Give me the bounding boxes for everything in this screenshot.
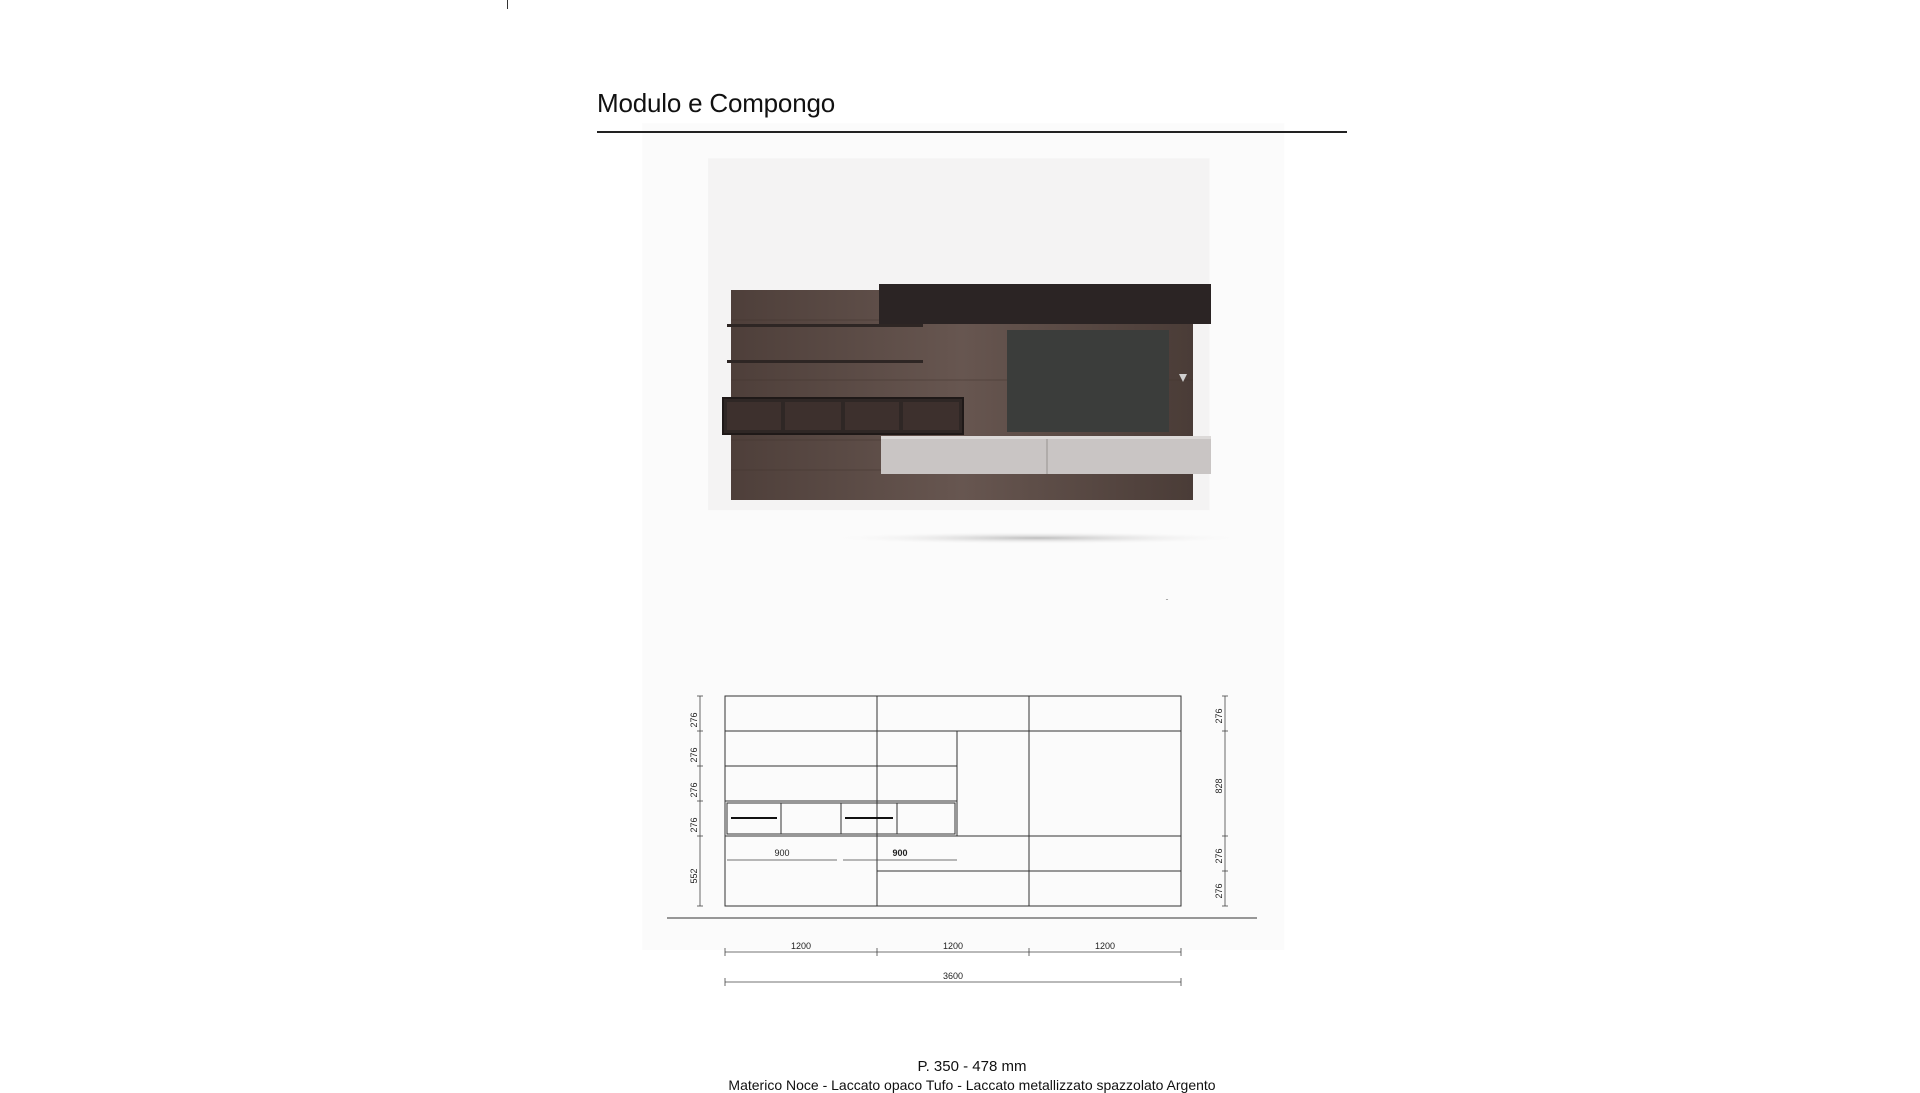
dim-right-2: 828 (1214, 778, 1224, 794)
dim-bottom-3: 1200 (1094, 941, 1116, 951)
materials-note: Materico Noce - Laccato opaco Tufo - Laccato metallizzato spazzolato Argento (728, 1077, 1216, 1093)
dim-inner-1: 900 (774, 848, 790, 858)
cursor-mark (507, 0, 508, 9)
dim-inner-2: 900 (892, 848, 908, 858)
dim-right-4: 276 (1214, 883, 1224, 899)
dim-total: 3600 (942, 971, 964, 981)
dim-right-3: 276 (1214, 848, 1224, 864)
dim-left-5: 552 (689, 868, 699, 884)
depth-note: P. 350 - 478 mm (917, 1058, 1027, 1075)
dim-left-1: 276 (689, 712, 699, 728)
dim-right-1: 276 (1214, 708, 1224, 724)
dim-left-3: 276 (689, 782, 699, 798)
dim-bottom-2: 1200 (942, 941, 964, 951)
dim-left-4: 276 (689, 817, 699, 833)
dim-left-2: 276 (689, 747, 699, 763)
technical-drawing (597, 0, 1347, 1080)
dim-bottom-1: 1200 (790, 941, 812, 951)
document-page (597, 0, 1347, 1093)
page-title: Modulo e Compongo (597, 88, 835, 118)
